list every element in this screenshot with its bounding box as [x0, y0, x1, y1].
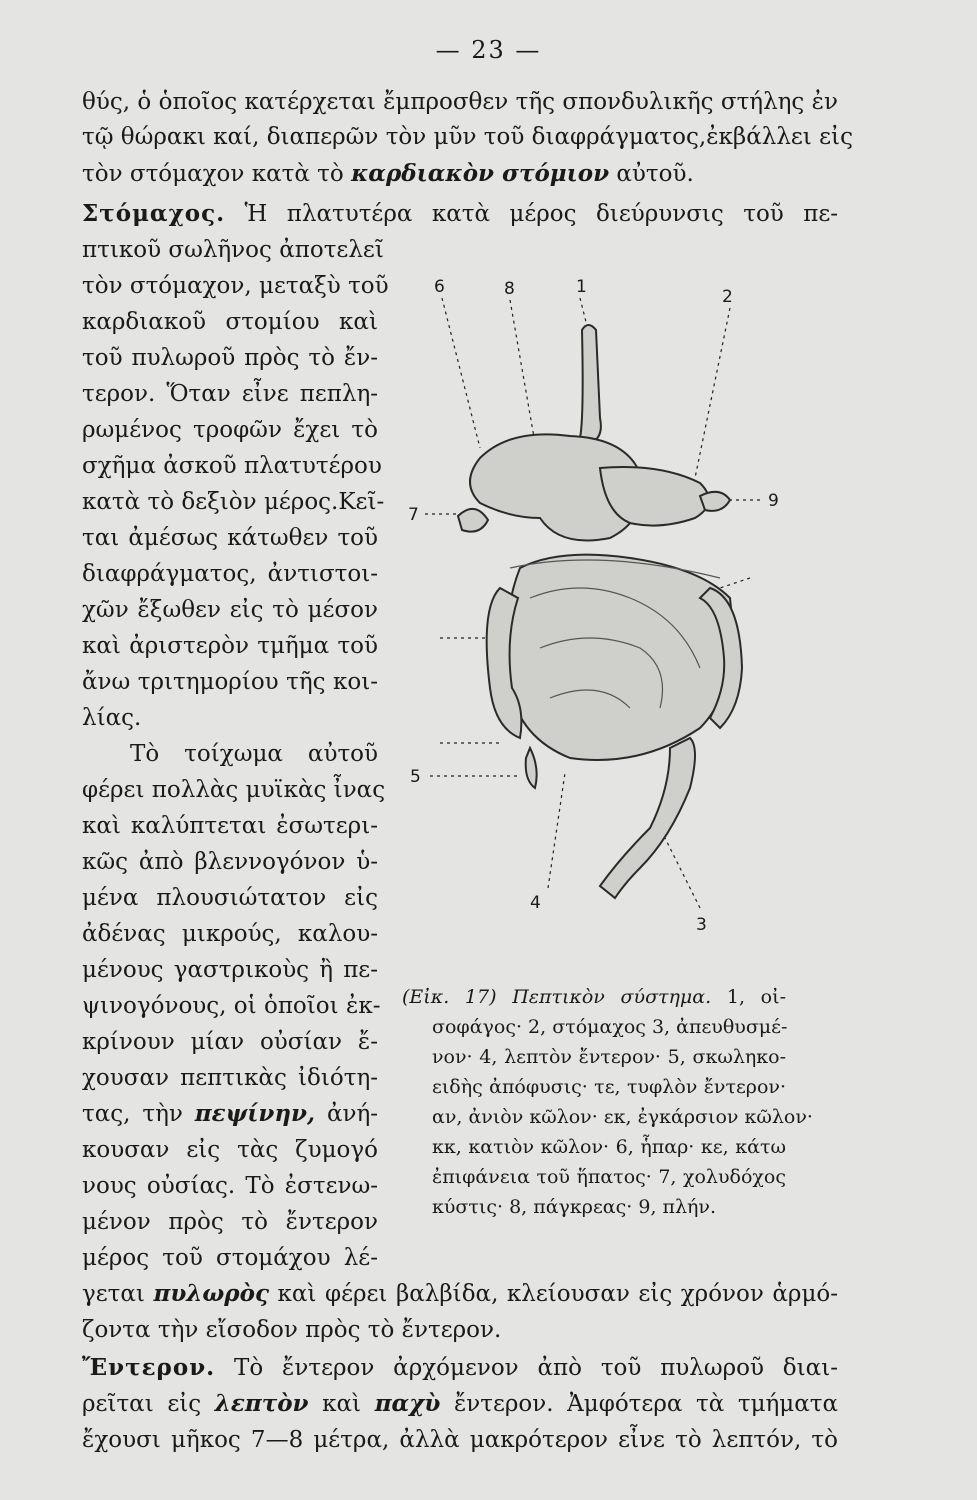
text-line: κρίνουν μίαν οὐσίαν ἔ-: [82, 1029, 378, 1055]
figure-label: 4: [530, 893, 541, 913]
figure-label: 8: [504, 279, 515, 299]
leader-line: [548, 773, 565, 888]
figure-caption: [402, 982, 813, 1222]
text-line: καὶ ἀριστερὸν τμῆμα τοῦ: [82, 633, 378, 659]
emphasis-pylorus: πυλωρὸς: [153, 1280, 269, 1307]
text-line: κῶς ἀπὸ βλεννογόνον ὑ-: [82, 849, 378, 875]
text-line: ρωμένος τροφῶν ἔχει τὸ: [82, 417, 378, 443]
text-line: [82, 1390, 838, 1418]
text-line: ἔχουσι μῆκος 7—8 μέτρα, ἀλλὰ μακρότερον εἶνε τὸ λεπτόν, τὸ: [82, 1427, 838, 1453]
figure-label: 5: [410, 767, 421, 787]
text-line: μέρος τοῦ στομάχου λέ-: [82, 1245, 378, 1271]
emphasis-cardiac-orifice: καρδιακὸν στόμιον: [351, 160, 610, 187]
text-line: καρδιακοῦ στομίου καὶ: [82, 309, 378, 335]
caption-line: [402, 982, 786, 1012]
caption-line: σοφάγος· 2, στόμαχος 3, ἀπευθυσμέ-: [432, 1016, 788, 1038]
text-fragment: καὶ: [322, 1391, 362, 1417]
intestine-paragraph-start: [82, 1354, 838, 1382]
figure-label: 2: [722, 287, 733, 307]
figure-label: 3: [696, 915, 707, 935]
leader-line: [442, 298, 480, 448]
caption-line: αν, ἀνιὸν κῶλον· εκ, ἐγκάρσιον κῶλον·: [432, 1106, 813, 1128]
figure-label: 6: [434, 277, 445, 297]
text-line: [82, 1280, 838, 1308]
spleen: [700, 492, 730, 511]
text-fragment: αὐτοῦ.: [616, 161, 694, 187]
caption-line: κκ, κατιὸν κῶλον· 6, ἧπαρ· κε, κάτω: [432, 1136, 786, 1158]
text-fragment: τας, τὴν: [82, 1101, 183, 1127]
text-fragment: καὶ φέρει βαλβίδα, κλείουσαν εἰς χρόνον ἁρμό-: [277, 1281, 839, 1307]
emphasis-large-intestine: παχὺ: [374, 1390, 441, 1417]
heading-stomach: Στόμαχος.: [82, 200, 226, 227]
small-intestine: [507, 555, 732, 760]
text-fragment: γεται: [82, 1281, 145, 1307]
caption-line: ἐπιφάνεια τοῦ ἥπατος· 7, χολυδόχος: [432, 1166, 786, 1188]
text-line: τοῦ πυλωροῦ πρὸς τὸ ἔν-: [82, 345, 378, 371]
caption-line: νον· 4, λεπτὸν ἔντερον· 5, σκωληκο-: [432, 1046, 786, 1068]
esophagus: [580, 325, 601, 443]
text-line: ζοντα τὴν εἴσοδον πρὸς τὸ ἔντερον.: [82, 1317, 502, 1343]
figure-label: 7: [408, 505, 419, 525]
text-line: μένα πλουσιώτατον εἰς: [82, 885, 378, 911]
text-line: κουσαν εἰς τὰς ζυμογό: [82, 1137, 378, 1163]
text-line: πτικοῦ σωλῆνος ἀποτελεῖ: [82, 237, 384, 263]
text-line: ἄνω τριτημορίου τῆς κοι-: [82, 669, 378, 695]
digestive-system-figure: [400, 268, 800, 948]
text-line: τερον. Ὅταν εἶνε πεπλη-: [82, 381, 378, 407]
text-line: [82, 160, 694, 188]
text-line: λίας.: [82, 705, 142, 731]
text-line: ἀδένας μικρούς, καλου-: [82, 921, 378, 947]
page-number: — 23 —: [435, 36, 542, 64]
text-line: κατὰ τὸ δεξιὸν μέρος.Κεῖ-: [82, 489, 385, 515]
emphasis-small-intestine: λεπτὸν: [214, 1390, 309, 1417]
rectum: [600, 738, 695, 898]
text-line: μένους γαστρικοὺς ἢ πε-: [82, 957, 378, 983]
text-fragment: Τὸ ἔντερον ἀρχόμενον ἀπὸ τοῦ πυλωροῦ διαι-: [234, 1355, 838, 1381]
emphasis-pepsin: πεψίνην,: [194, 1100, 316, 1127]
text-line: διαφράγματος, ἀντιστοι-: [82, 561, 378, 587]
text-fragment: τὸν στόμαχον κατὰ τὸ: [82, 161, 344, 187]
text-fragment: ρεῖται εἰς: [82, 1391, 202, 1417]
caption-line: κύστις· 8, πάγκρεας· 9, πλήν.: [432, 1196, 717, 1218]
caption-text: 1, οἰ-: [726, 986, 786, 1008]
text-line: νους οὐσίας. Τὸ ἐστενω-: [82, 1173, 378, 1199]
caption-title: (Εἰκ. 17) Πεπτικὸν σύστημα.: [402, 986, 712, 1008]
caption-line: ειδὴς ἀπόφυσις· τε, τυφλὸν ἔντερον·: [432, 1076, 786, 1098]
leader-line: [510, 300, 535, 443]
text-line: φέρει πολλὰς μυϊκὰς ἶνας: [82, 777, 386, 803]
figure-label: 9: [768, 491, 779, 511]
text-line: σχῆμα ἀσκοῦ πλατυτέρου: [82, 453, 382, 479]
figure-label: 1: [576, 277, 587, 297]
text-line: Τὸ τοίχωμα αὐτοῦ: [130, 741, 378, 767]
text-line: [82, 1100, 378, 1128]
heading-intestine: Ἔντερον.: [82, 1354, 216, 1381]
text-line: χῶν ἔξωθεν εἰς τὸ μέσον: [82, 597, 378, 623]
text-line: ται ἀμέσως κάτωθεν τοῦ: [82, 525, 378, 551]
text-fragment: ἔντερον. Ἀμφότερα τὰ τμήματα: [453, 1391, 839, 1417]
text-line: ψινογόνους, οἱ ὁποῖοι ἐκ-: [82, 993, 381, 1019]
text-line: μένον πρὸς τὸ ἔντερον: [82, 1209, 378, 1235]
leader-line: [695, 308, 730, 478]
text-fragment: Ἡ πλατυτέρα κατὰ μέρος διεύρυνσις τοῦ πε-: [244, 201, 839, 227]
text-line: καὶ καλύπτεται ἐσωτερι-: [82, 813, 378, 839]
stomach-paragraph-start: [82, 200, 838, 228]
text-line: χουσαν πεπτικὰς ἰδιότη-: [82, 1065, 378, 1091]
gallbladder: [458, 509, 488, 532]
text-line: θύς, ὁ ὁποῖος κατέρχεται ἔμπροσθεν τῆς σπονδυλικῆς στήλης ἐν: [82, 89, 838, 115]
text-fragment: ἀνή-: [326, 1101, 379, 1127]
leader-line: [660, 828, 700, 908]
text-line: τὸν στόμαχον, μεταξὺ τοῦ: [82, 273, 389, 299]
text-line: τῷ θώρακι καί, διαπερῶν τὸν μῦν τοῦ διαφράγματος,ἐκβάλλει εἰς: [82, 124, 853, 150]
appendix: [526, 748, 537, 788]
leader-line: [720, 578, 750, 588]
